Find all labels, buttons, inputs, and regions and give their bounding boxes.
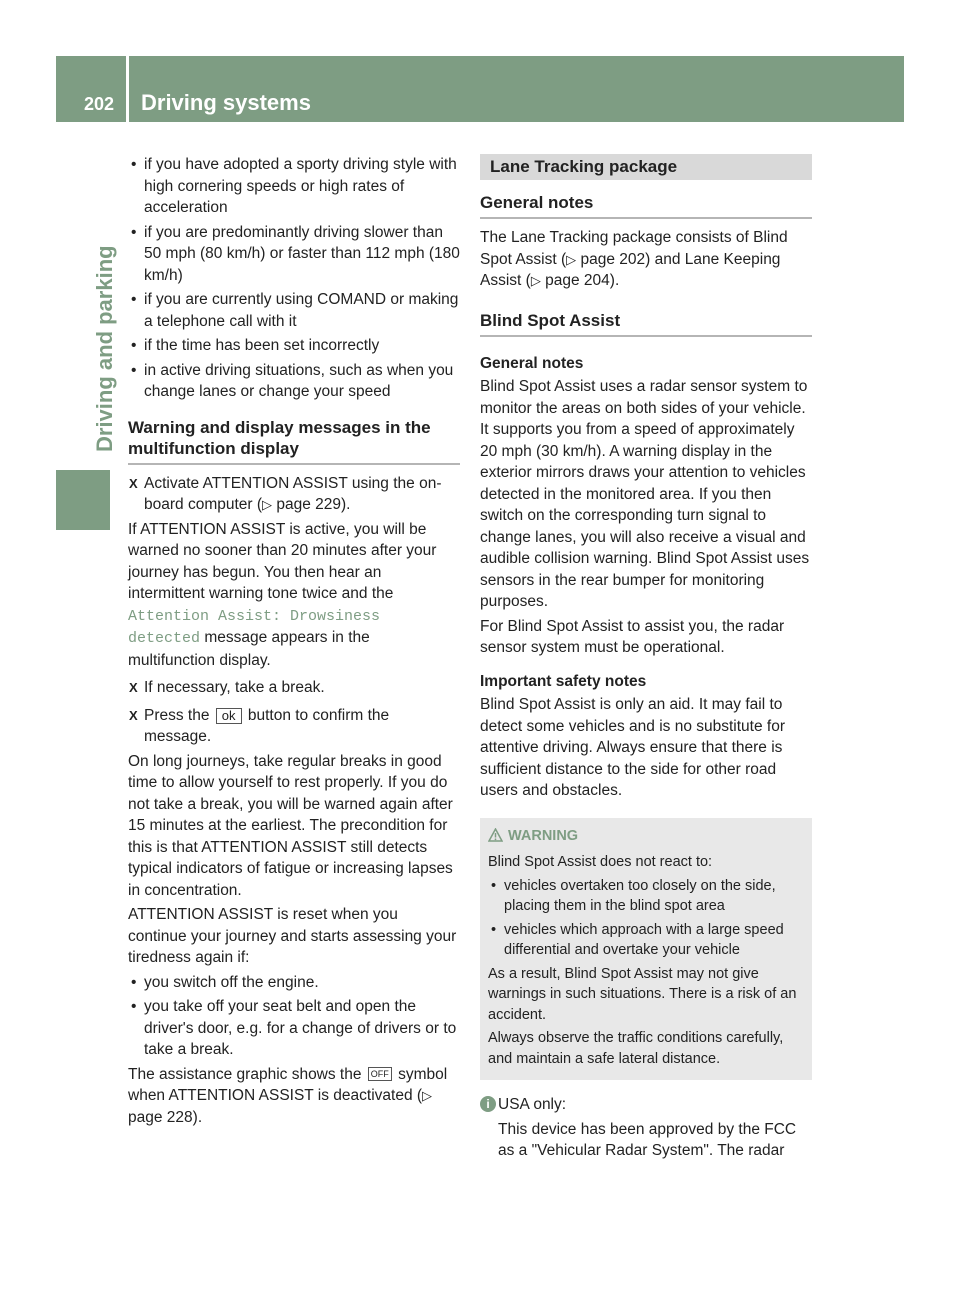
- heading-warning-messages: Warning and display messages in the multifunction display: [128, 417, 460, 465]
- page-ref-link[interactable]: page 204: [545, 272, 610, 289]
- paragraph: [480, 227, 812, 292]
- paragraph: ATTENTION ASSIST is reset when you continue your journey and starts assessing your tiredness again if:: [128, 906, 457, 966]
- list-item: • if you are predominantly driving slower than 50 mph (80 km/h) or faster than 112 mph (180 km/h): [128, 222, 460, 287]
- subheading-general-notes: General notes: [480, 354, 584, 372]
- page-reference-triangle-icon: ▷: [530, 273, 541, 288]
- warning-paragraph: Always observe the traffic conditions carefully, and maintain a safe lateral distance.: [488, 1030, 784, 1067]
- list-item: • vehicles which approach with a large speed differential and overtake your vehicle: [488, 920, 804, 961]
- info-text: This device has been approved by the FCC as a "Vehicular Radar System". The radar: [498, 1120, 797, 1159]
- list-item: • you switch off the engine.: [128, 972, 460, 994]
- right-column: [480, 154, 812, 1165]
- paragraph: Blind Spot Assist uses a radar sensor system to monitor the areas on both sides of your vehicle. It supports you from a speed of approximately 20 mph (30 km/h). A warning display in the exterior mirrors draws your attention to vehicles detected in the monitored area. If you then switch on the corresponding turn signal to change lanes, you will also receive a visual and audible collision warning. Blind Spot Assist uses sensors in the rear bumper for monitoring purposes.: [480, 378, 810, 610]
- paragraph-text: symbol when ATTENTION ASSIST is deactivated (: [128, 1065, 448, 1104]
- paragraph: On long journeys, take regular breaks in good time to allow yourself to rest properly. If you do not take a break, you will be warned again after 15 minutes at the earliest. The precondition for this is that ATTENTION ASSIST still detects typical indicators of fatigue or increasing lapses in concentration.: [128, 752, 453, 899]
- heading-lane-tracking: Lane Tracking package: [480, 154, 812, 180]
- warning-paragraph: As a result, Blind Spot Assist may not give warnings in such situations. There is a risk of an accident.: [488, 965, 797, 1023]
- paragraph-text: message appears in the multifunction display.: [128, 629, 370, 669]
- heading-general-notes: General notes: [480, 192, 812, 219]
- info-note: [480, 1094, 812, 1162]
- step-activate: [128, 473, 460, 516]
- side-chapter-text: Driving and parking: [92, 245, 117, 452]
- heading-blind-spot-assist: Blind Spot Assist: [480, 310, 812, 337]
- section-title: Driving systems: [141, 90, 311, 115]
- step-text-end: ).: [341, 496, 351, 513]
- page-ref-link[interactable]: page 229: [276, 496, 341, 513]
- step-press-ok: [128, 705, 460, 748]
- list-item: • vehicles overtaken too closely on the side, placing them in the blind spot area: [488, 876, 804, 917]
- paragraph-text: ) and Lane Keeping Assist (: [480, 250, 781, 289]
- warning-triangle-icon: [488, 828, 503, 849]
- list-item: • if the time has been set incorrectly: [128, 335, 460, 357]
- list-item: • if you have adopted a sporty driving style with high cornering speeds or high rates of acceleration: [128, 154, 460, 219]
- subheading-safety-notes: Important safety notes: [480, 672, 647, 690]
- list-item: • in active driving situations, such as when you change lanes or change your speed: [128, 360, 460, 403]
- list-item: • if you are currently using COMAND or making a telephone call with it: [128, 289, 460, 332]
- warning-intro: Blind Spot Assist does not react to:: [488, 854, 713, 870]
- side-chapter-label: [56, 122, 117, 462]
- warning-title: [488, 826, 804, 847]
- info-icon: i: [480, 1096, 496, 1112]
- page-reference-triangle-icon: ▷: [422, 1088, 433, 1103]
- paragraph-text: If ATTENTION ASSIST is active, you will be warned no sooner than 20 minutes after your journey has begun. You then hear an intermittent warning tone twice and the: [128, 520, 437, 602]
- paragraph-text: The assistance graphic shows the: [128, 1065, 362, 1083]
- paragraph-text: The Lane Tracking package consists of Blind Spot Assist (: [480, 229, 788, 268]
- paragraph-text: ).: [609, 272, 620, 289]
- step-text: button to confirm the message.: [144, 706, 390, 745]
- page-ref-link[interactable]: page 202: [580, 250, 646, 268]
- paragraph: [128, 519, 460, 672]
- step-text: Activate ATTENTION ASSIST using the on-board computer (: [144, 474, 442, 513]
- paragraph: [128, 1064, 460, 1129]
- info-title: USA only:: [498, 1096, 567, 1113]
- warning-title-text: WARNING: [508, 827, 579, 844]
- left-column: [128, 154, 460, 1131]
- page-number: 202: [84, 94, 115, 114]
- warning-box: [480, 818, 812, 1081]
- page-ref-link[interactable]: page 228: [128, 1108, 193, 1126]
- side-chapter-tab: [56, 470, 110, 530]
- display-message: Attention Assist: Drowsiness detected: [128, 607, 381, 647]
- page-reference-triangle-icon: ▷: [262, 497, 273, 512]
- attention-assist-off-symbol-icon: OFF: [368, 1067, 392, 1081]
- step-take-break: X If necessary, take a break.: [128, 677, 460, 699]
- ok-button-key-icon: ok: [216, 708, 242, 724]
- page-reference-triangle-icon: ▷: [566, 251, 577, 267]
- step-text: Press the: [144, 706, 210, 724]
- list-item: • you take off your seat belt and open the driver's door, e.g. for a change of drivers or to take a break.: [128, 996, 460, 1061]
- header-divider: [126, 56, 129, 122]
- paragraph-text: ).: [192, 1108, 203, 1126]
- paragraph: For Blind Spot Assist to assist you, the radar sensor system must be operational.: [480, 617, 785, 656]
- paragraph: Blind Spot Assist is only an aid. It may fail to detect some vehicles and is no substitute for attentive driving. Always ensure that there is sufficient distance to the side for other road users and obstacles.: [480, 696, 785, 799]
